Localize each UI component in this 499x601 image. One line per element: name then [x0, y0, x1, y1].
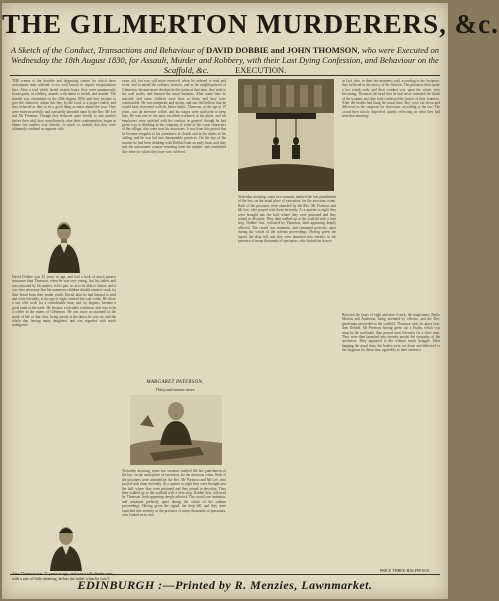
thomson-portrait	[44, 523, 88, 571]
column-2-text: years old, but was still more reserved, when he ordered to read and write, and to attend the ordinary services, and as the neighbourhood of Gilmerton, became more desolate in the scenes at that time, they took to the coal works, and learned the usual business. After some time he married, and some children were born to them, and they were comfortable. He was temperate and steady, and one did believe that he would have recovered with his better habits. Thomson, at the age of 19 years, was an attentive collier, and his wages were sufficient to keep him. He was one of the most excellent workmen at the place, and his employers were satisfied with his conduct in general, though he had given way to drinking in the company of some of the worst characters of the village, who were now his associates. It was from this period that he became irregular in his attendance at church and in the duties of his calling, and he was led into disreputable practices. On the day of the murder he had been drinking with Dobbie from an early hour, and they met the unfortunate woman returning from the market, and committed the crime for which they have now suffered.	[122, 79, 226, 154]
dobbie-portrait	[42, 217, 86, 273]
page-subtitle	[10, 45, 440, 75]
bottom-rule	[10, 574, 440, 575]
subtitle-names: DAVID DOBBIE and JOHN THOMSON	[206, 45, 358, 55]
top-rule	[10, 75, 440, 76]
execution-label: EXECUTION.	[234, 65, 287, 75]
subtitle-lead: A Sketch of the Conduct, Transactions and Behaviour of	[10, 45, 206, 55]
thomson-caption: John Thomson was 21 years of age, and was a tall slender man, with a rare of little meaning; he has his father when he was 9	[12, 571, 114, 581]
page-title: THE GILMERTON MURDERERS, &c.	[2, 9, 499, 39]
printer-imprint: EDINBURGH :—Printed by R. Menzies, Lawnmarket.	[77, 578, 373, 592]
column-3-text: Yesterday morning, some two sermons marked the last punishment of the law, on the usual place of execution, for the atrocious crime. Both of the prisoners were attended by the Rev. Mr Porteous and Mr Lee, who prayed with them fervently. At a quarter to eight they were brought into the hall, where they were pinioned and they joined in devotion. They then walked up to the scaffold with a firm step, Dobbie first, followed by Thomson, both appearing deeply affected. The crowd was immense, and remained perfectly quiet during the whole of the solemn proceedings. Having given the signal, the drop fell, and they were launched into eternity, in the presence of many thousands of spectators, who looked on in awe.	[238, 195, 336, 244]
price-label: PRICE THREE-HALFPENCE.	[380, 568, 431, 573]
column-2-bottom-text: Yesterday morning, some two sermons marked the last punishment of the law, on the usual place of execution, for the atrocious crime. Both of the prisoners were attended by the Rev. Mr Porteous and Mr Lee, who prayed with them fervently. At a quarter to eight they were brought into the hall, where they were pinioned and they joined in devotion. They then walked up to the scaffold with a firm step, Dobbie first, followed by Thomson, both appearing deeply affected. The crowd was immense, and remained perfectly quiet during the whole of the solemn proceedings. Having given the signal, the drop fell, and they were launched into eternity, in the presence of many thousands of spectators, who looked on in awe.	[122, 469, 226, 518]
engraving-caption: Thirty and sixteen wives	[155, 387, 195, 392]
broadside-sheet	[2, 3, 499, 599]
engraving-heading: MARGARET PATERSON,	[146, 380, 204, 385]
paterson-engraving	[130, 395, 222, 465]
subtitle-tail: , who were Executed on Wednesday the 18th August 1830, for Assault, Murder and Robbery, with their Last Dying Confession, and Behaviour on the Scaffold, &c.	[11, 45, 440, 75]
column-1-top-text: THE scenes of the horrible and disgusting crimes for which these unfortunate men suffered, is too well known to require recapitulation here. After a trial which lasted sixteen hours, they were unanimously found guilty of robbery, assault, with intent to ravish, and murder. The murder was committed on the 25th August 1830, and they hesitate to give the character, whom this day, by the Lord, is a proper ended, and they behaved as they to be a good thing as times ahead the year. They were more powerfully and constantly attended upon by the Rev. Mr Lee and Mr Porteous. Though they behaved quite sternly to one another before their trial, they, tumultuously, after their condemnation, began to blame one another very bitterly; so much so, indeed, that they were ultimately confined in separate cells.	[12, 79, 116, 132]
execution-engraving	[238, 79, 334, 191]
column-1-bottom-text: David Dobbie was 23 years of age, and had a look of much greater assurance than Thomson, when he was very young, lost his father, and was educated by his mother, in his part, so as to be able to labour, and it was then necessary that his numerous children should contrive work for their bread from their tender youth. David, after he had learned to read and write tolerably, at the age of eight, entered the coal works. He drove a cart with coals for a considerable time, and, by degrees, became a good hand at the trade. He became a tolerable workman, and rose to be a collier in the mines of Gilmerton. He was more accustomed to the mode of life of that class, being steady in the duties he was set, and the whole day, having many daughters, and was regarded with much indulgence.	[12, 275, 116, 328]
column-4-bottom-text: Between the hours of eight and nine o'clock, the magistrates, Bailie Morton and Anderson, being attended by officers, and the Rev. gentleman proceeded to the scaffold. Thomson took his place first, then Dobbie. Mr Porteous having given out a Psalm, which was sung by the multitude, then prayed most fervently for a short time. They were then launched into eternity amidst the sympathy of the spectators. They appeared to die without much struggle. After hanging the usual time, the bodies were cut down and delivered to the surgeons for dissection, agreeably to their sentence.	[342, 313, 440, 353]
column-4-top-text: in God, who, in their last moments said, according to the Scripture, they believed in the mercy of the Saviour. The prisoners then spoke a few words each, and their conduct was, upon the whole, very becoming. Thomson declared that he had never intended the death of the woman, and they both confessed the justice of their sentence. After the bodies had hung the usual time, they were cut down and delivered to the surgeons for dissection, according to the law. The crowd then slowly dispersed, quietly reflecting on what they had seen that morning.	[342, 79, 440, 119]
